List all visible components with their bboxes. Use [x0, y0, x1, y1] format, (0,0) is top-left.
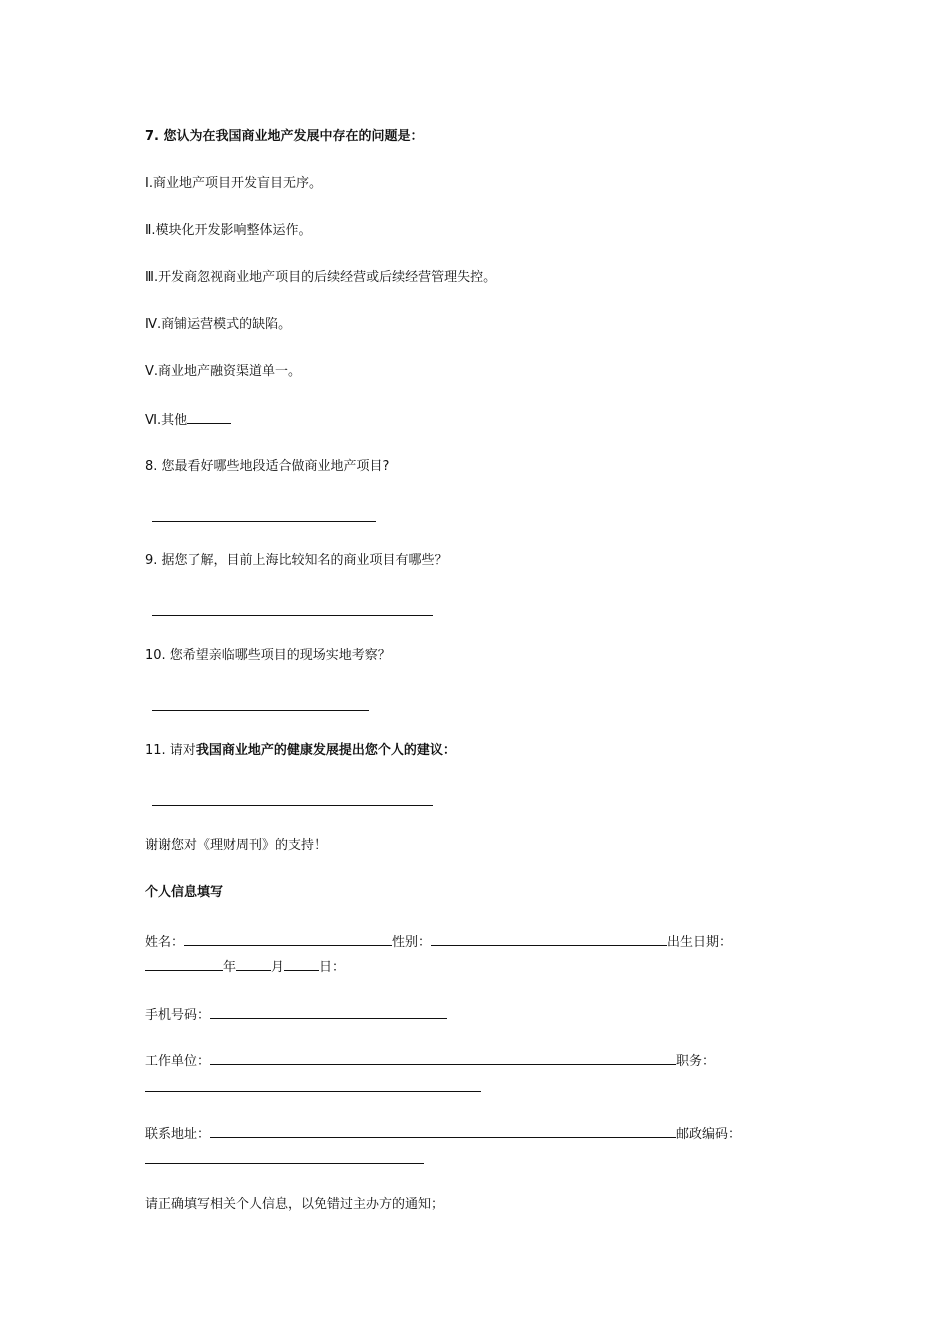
birth-label: 出生日期：	[667, 935, 733, 950]
q9-answer-blank[interactable]	[152, 614, 433, 616]
question-11-title	[145, 742, 456, 760]
address-label: 联系地址：	[145, 1127, 211, 1142]
birth-day-field[interactable]	[284, 957, 319, 971]
q8-answer-blank[interactable]	[152, 520, 376, 522]
name-label: 姓名：	[145, 935, 185, 950]
month-label: 月	[271, 960, 285, 975]
address-row	[145, 1124, 741, 1144]
q7-option-3: Ⅲ.开发商忽视商业地产项目的后续经营或后续经营管理失控。	[145, 270, 497, 285]
name-field[interactable]	[184, 932, 392, 946]
birth-month-field[interactable]	[236, 957, 271, 971]
q7-option-5: Ⅴ.商业地产融资渠道单一。	[145, 364, 302, 379]
work-label: 工作单位：	[145, 1054, 211, 1069]
gender-label: 性别：	[392, 935, 432, 950]
postcode-label: 邮政编码：	[676, 1127, 742, 1142]
personal-info-heading: 个人信息填写	[145, 885, 224, 900]
q7-option-1: Ⅰ.商业地产项目开发盲目无序。	[145, 176, 322, 191]
phone-row	[145, 1005, 447, 1025]
q7-other-blank[interactable]	[187, 410, 231, 424]
thanks-text: 谢谢您对《理财周刊》的支持！	[145, 838, 328, 853]
work-row	[145, 1051, 715, 1071]
q11-answer-blank[interactable]	[152, 804, 433, 806]
gender-field[interactable]	[431, 932, 667, 946]
position-field[interactable]	[145, 1090, 481, 1092]
phone-label: 手机号码：	[145, 1008, 211, 1023]
birth-date-row	[145, 957, 345, 977]
position-label: 职务：	[676, 1054, 716, 1069]
q10-answer-blank[interactable]	[152, 709, 369, 711]
phone-field[interactable]	[210, 1005, 447, 1019]
question-9-title: 9. 据您了解，目前上海比较知名的商业项目有哪些？	[145, 553, 448, 568]
q7-option-6-label: Ⅵ.其他	[145, 413, 188, 428]
question-11-text: 我国商业地产的健康发展提出您个人的建议：	[195, 743, 456, 758]
year-label: 年	[223, 960, 237, 975]
work-field[interactable]	[210, 1051, 676, 1065]
birth-year-field[interactable]	[145, 957, 223, 971]
q7-option-4: Ⅳ.商铺运营模式的缺陷。	[145, 317, 292, 332]
postcode-field[interactable]	[145, 1162, 424, 1164]
q7-option-6	[145, 410, 231, 430]
address-field[interactable]	[210, 1124, 676, 1138]
question-7-title: 7. 您认为在我国商业地产发展中存在的问题是：	[145, 129, 424, 144]
question-11-prefix: 11. 请对	[145, 743, 196, 758]
question-8-title: 8. 您最看好哪些地段适合做商业地产项目?	[145, 459, 390, 474]
question-10-title: 10. 您希望亲临哪些项目的现场实地考察？	[145, 648, 391, 663]
day-label: 日：	[319, 960, 346, 975]
name-gender-birth-row	[145, 932, 732, 952]
notice-text: 请正确填写相关个人信息，以免错过主办方的通知；	[145, 1197, 445, 1212]
q7-option-2: Ⅱ.模块化开发影响整体运作。	[145, 223, 312, 238]
